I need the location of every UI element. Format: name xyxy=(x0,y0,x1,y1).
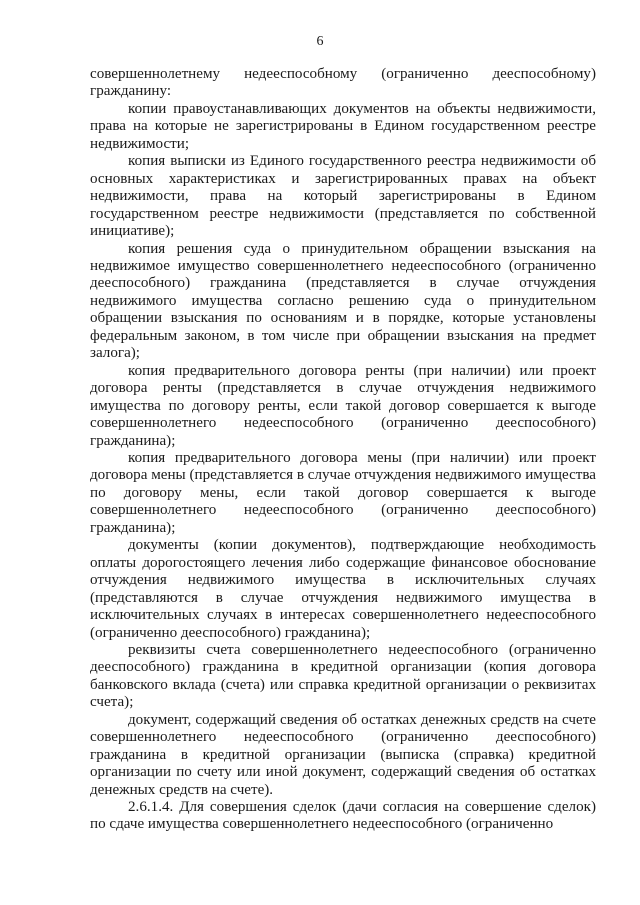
paragraph: документы (копии документов), подтверждающие необходимость оплаты дорогостоящего лечения либо содержащие финансовое обоснование отчуждения недвижимого имущества в исключительных случаях (представляются в случае отчуждения недвижимого имущества в исключительных случаях в интересах совершеннолетнего недееспособного (ограниченно дееспособного) гражданина); xyxy=(90,537,596,641)
paragraph: 2.6.1.4. Для совершения сделок (дачи согласия на совершение сделок) по сдаче имущества совершеннолетнего недееспособного (ограниченно xyxy=(90,799,596,833)
paragraph: копии правоустанавливающих документов на объекты недвижимости, права на которые не зарегистрированы в Едином государственном реестре недвижимости; xyxy=(90,100,596,152)
paragraph: совершеннолетнему недееспособному (ограниченно дееспособному) гражданину: xyxy=(90,66,596,100)
paragraph: реквизиты счета совершеннолетнего недееспособного (ограниченно дееспособного) гражданина в кредитной организации (копия договора банковского вклада (счета) или справка кредитной организации о реквизитах счета); xyxy=(90,641,596,711)
paragraph: копия решения суда о принудительном обращении взыскания на недвижимое имущество совершеннолетнего недееспособного (ограниченно дееспособного) гражданина (представляется в случае отчуждения недвижимого имущества согласно решению суда о принудительном обращении взыскания по основаниям и в порядке, которые установлены федеральным законом, в том числе при обращении взыскания на предмет залога); xyxy=(90,240,596,362)
document-body xyxy=(90,66,596,834)
paragraph: копия предварительного договора мены (при наличии) или проект договора мены (представляется в случае отчуждения недвижимого имущества по договору мены, если такой договор совершается к выгоде совершеннолетнего недееспособного (ограниченно дееспособного) гражданина); xyxy=(90,449,596,536)
paragraph: документ, содержащий сведения об остатках денежных средств на счете совершеннолетнего недееспособного (ограниченно дееспособного) гражданина в кредитной организации (выписка (справка) кредитной организации по счету или иной документ, содержащий сведения об остатках денежных средств на счете). xyxy=(90,711,596,798)
paragraph: копия предварительного договора ренты (при наличии) или проект договора ренты (представляется в случае отчуждения недвижимого имущества по договору ренты, если такой договор совершается к выгоде совершеннолетнего недееспособного (ограниченно дееспособного) гражданина); xyxy=(90,362,596,449)
paragraph: копия выписки из Единого государственного реестра недвижимости об основных характеристиках и зарегистрированных правах на объект недвижимости, права на который зарегистрированы в Едином государственном реестре недвижимости (представляется по собственной инициативе); xyxy=(90,153,596,240)
page-number: 6 xyxy=(316,34,324,49)
